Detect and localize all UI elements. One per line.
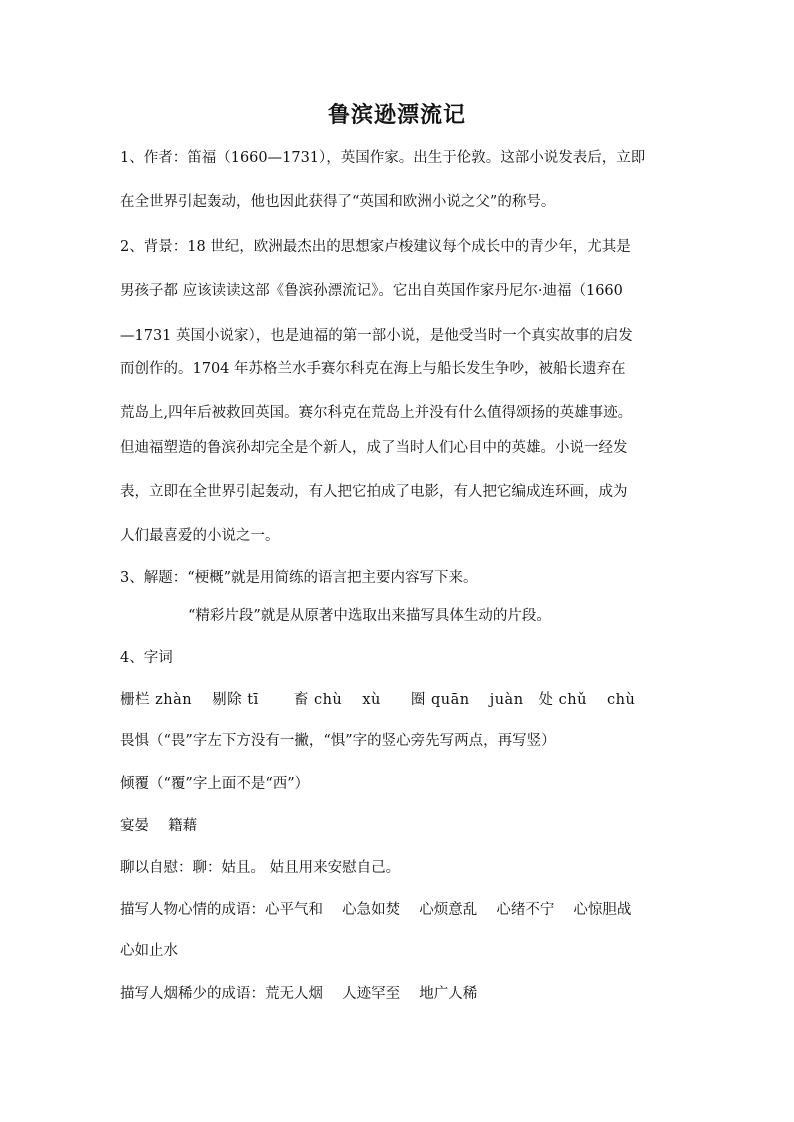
text-line-background-3: —1731 英国小说家），也是迪福的第一部小说，是他受当时一个真实故事的启发 bbox=[120, 328, 633, 344]
text-line-explanation-1: 3、解题：“梗概”就是用简练的语言把主要内容写下来。 bbox=[120, 570, 478, 586]
text-line-author-1: 1、作者：笛福（1660—1731），英国作家。出生于伦敦。这部小说发表后，立即 bbox=[120, 150, 646, 166]
text-line-background-1: 2、背景：18 世纪，欧洲最杰出的思想家卢梭建议每个成长中的青少年，尤其是 bbox=[120, 239, 631, 255]
text-line-vocab-pinyin: 栅栏 zhàn 剔除 tī 畜 chù xù 圈 quān juàn 处 chǔ chù bbox=[120, 692, 636, 708]
text-line-vocab-heading: 4、字词 bbox=[120, 650, 173, 666]
text-line-background-2: 男孩子都 应该读读这部《鲁滨孙漂流记》。它出自英国作家丹尼尔·迪福（1660 bbox=[120, 283, 623, 299]
document-title: 鲁滨逊漂流记 bbox=[327, 103, 466, 128]
text-line-background-6: 但迪福塑造的鲁滨孙却完全是个新人，成了当时人们心目中的英雄。小说一经发 bbox=[120, 440, 628, 456]
text-line-background-4: 而创作的。1704 年苏格兰水手赛尔科克在海上与船长发生争吵，被船长遗弃在 bbox=[120, 361, 626, 377]
text-line-vocab-liaoyi: 聊以自慰：聊：姑且。 姑且用来安慰自己。 bbox=[120, 860, 401, 876]
text-line-idioms-mood-1: 描写人物心情的成语：心平气和 心急如焚 心烦意乱 心绪不宁 心惊胆战 bbox=[120, 902, 632, 918]
text-line-vocab-weiju: 畏惧（“畏”字左下方没有一撇，“惧”字的竖心旁先写两点，再写竖） bbox=[120, 733, 556, 749]
text-line-explanation-2: “精彩片段”就是从原著中选取出来描写具体生动的片段。 bbox=[188, 608, 551, 624]
text-line-vocab-qingfu: 倾覆（“覆”字上面不是“西”） bbox=[120, 776, 310, 792]
text-line-idioms-mood-2: 心如止水 bbox=[120, 943, 178, 959]
text-line-background-8: 人们最喜爱的小说之一。 bbox=[120, 528, 280, 544]
text-line-background-5: 荒岛上,四年后被救回英国。赛尔科克在荒岛上并没有什么值得颂扬的英雄事迹。 bbox=[120, 405, 633, 421]
text-line-vocab-yanji: 宴晏 籍藉 bbox=[120, 818, 198, 834]
text-line-idioms-sparse: 描写人烟稀少的成语：荒无人烟 人迹罕至 地广人稀 bbox=[120, 986, 478, 1002]
text-line-background-7: 表，立即在全世界引起轰动，有人把它拍成了电影，有人把它编成连环画，成为 bbox=[120, 484, 628, 500]
text-line-author-2: 在全世界引起轰动，他也因此获得了“英国和欧洲小说之父”的称号。 bbox=[120, 194, 556, 210]
